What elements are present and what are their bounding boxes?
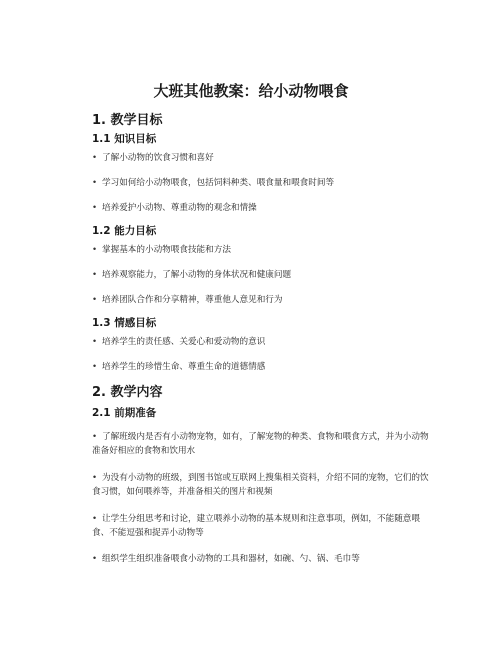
subsection-heading-knowledge-goals: 1.1 知识目标 xyxy=(92,133,157,145)
section-heading-teaching-goals: 1. 教学目标 xyxy=(92,113,163,128)
list-item: • 组织学生组织准备喂食小动物的工具和器材，如碗、勺、锅、毛巾等 xyxy=(92,554,360,564)
list-item: • 培养观察能力，了解小动物的身体状况和健康问题 xyxy=(92,270,292,280)
subsection-heading-emotional-goals: 1.3 情感目标 xyxy=(92,317,157,329)
list-item: • 培养团队合作和分享精神，尊重他人意见和行为 xyxy=(92,295,283,305)
bullet-icon: • xyxy=(92,473,98,483)
subsection-heading-preparation: 2.1 前期准备 xyxy=(92,407,157,419)
list-item: • 培养爱护小动物、尊重动物的观念和情操 xyxy=(92,203,257,213)
bullet-icon: • xyxy=(92,178,98,188)
bullet-icon: • xyxy=(92,153,98,163)
bullet-icon: • xyxy=(92,362,98,372)
bullet-icon: • xyxy=(92,203,98,213)
subsection-heading-ability-goals: 1.2 能力目标 xyxy=(92,225,157,237)
list-item: • 让学生分组思考和讨论，建立喂养小动物的基本规则和注意事项，例如，不能随意喂食、不能逗强和捉弄小动物等 xyxy=(92,514,420,538)
list-item: • 学习如何给小动物喂食，包括饲料种类、喂食量和喂食时间等 xyxy=(92,178,335,188)
list-item: • 为没有小动物的班级，到图书馆或互联网上搜集相关资料，介绍不同的宠物，它们的饮食习惯，如何喂养等，并准备相关的图片和视频 xyxy=(92,473,429,497)
list-item: • 了解班级内是否有小动物宠物，如有，了解宠物的种类、食物和喂食方式，并为小动物准备好相应的食物和饮用水 xyxy=(92,432,429,456)
list-item: • 了解小动物的饮食习惯和喜好 xyxy=(92,153,214,163)
bullet-icon: • xyxy=(92,270,98,280)
section-heading-teaching-content: 2. 教学内容 xyxy=(92,385,163,400)
bullet-icon: • xyxy=(92,295,98,305)
bullet-icon: • xyxy=(92,554,98,564)
bullet-icon: • xyxy=(92,514,98,524)
bullet-icon: • xyxy=(92,432,98,442)
bullet-icon: • xyxy=(92,337,98,347)
list-item: • 培养学生的珍惜生命、尊重生命的道德情感 xyxy=(92,362,266,372)
list-item: • 掌握基本的小动物喂食技能和方法 xyxy=(92,245,231,255)
document-title: 大班其他教案：给小动物喂食 xyxy=(153,82,349,100)
list-item: • 培养学生的责任感、关爱心和爱动物的意识 xyxy=(92,337,266,347)
bullet-icon: • xyxy=(92,245,98,255)
